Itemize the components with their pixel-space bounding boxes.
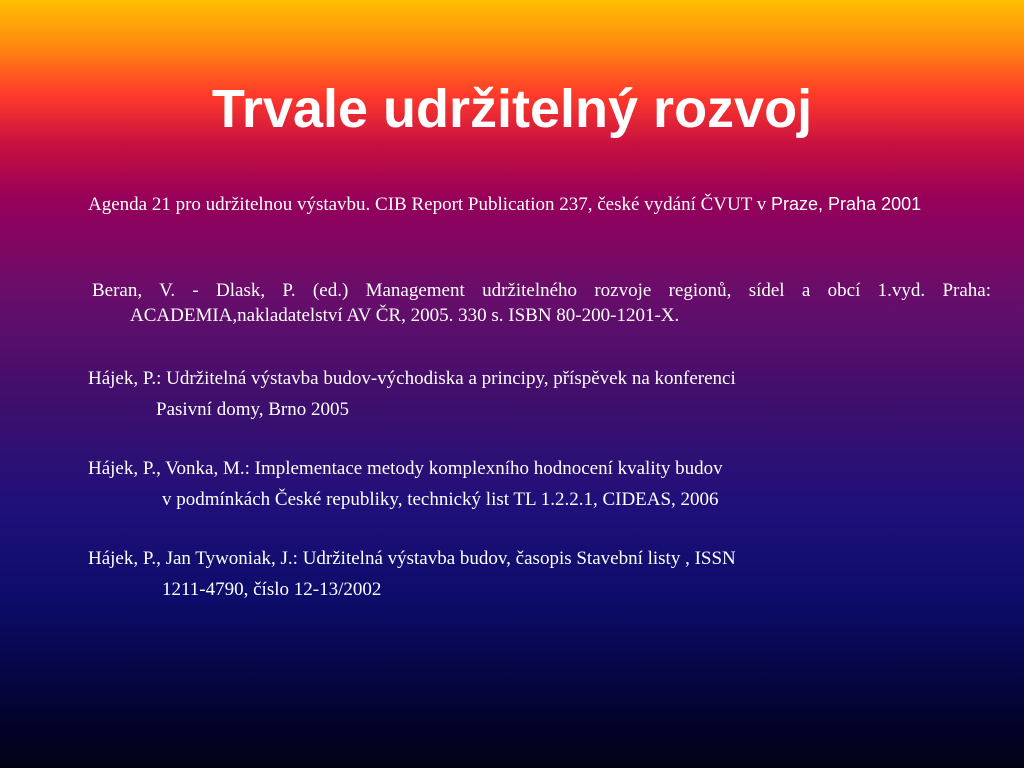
reference-line: Hájek, P., Jan Tywoniak, J.: Udržitelná výstavba budov, časopis Stavební listy , ISSN <box>88 548 736 569</box>
reference-line: Agenda 21 pro udržitelnou výstavbu. CIB Report Publication 237, české vydání ČVUT v <box>88 194 767 215</box>
reference-item <box>88 363 953 425</box>
reference-line: Hájek, P.: Udržitelná výstavba budov-východiska a principy, příspěvek na konferenci <box>88 368 736 389</box>
reference-item <box>92 278 991 328</box>
reference-list <box>88 192 992 600</box>
reference-line: 1211-4790, číslo 12-13/2002 <box>162 579 382 600</box>
reference-line: Pasivní domy, Brno 2005 <box>156 399 349 420</box>
reference-line: Praze, Praha 2001 <box>771 194 922 214</box>
reference-line: v podmínkách České republiky, technický list TL 1.2.2.1, CIDEAS, 2006 <box>162 489 719 510</box>
reference-item <box>88 192 953 217</box>
reference-line: Hájek, P., Vonka, M.: Implementace metody komplexního hodnocení kvality budov <box>88 458 723 479</box>
reference-line: Praha: ACADEMIA,nakladatelství AV ČR, 2005. 330 s. ISBN 80-200-1201-X. <box>130 280 992 326</box>
reference-item <box>88 543 953 605</box>
slide-title: Trvale udržitelný rozvoj <box>211 79 813 139</box>
reference-item <box>88 453 953 515</box>
reference-line: Beran, V. - Dlask, P. (ed.) Management udržitelného rozvoje regionů, sídel a obcí 1.vyd. <box>92 280 926 301</box>
